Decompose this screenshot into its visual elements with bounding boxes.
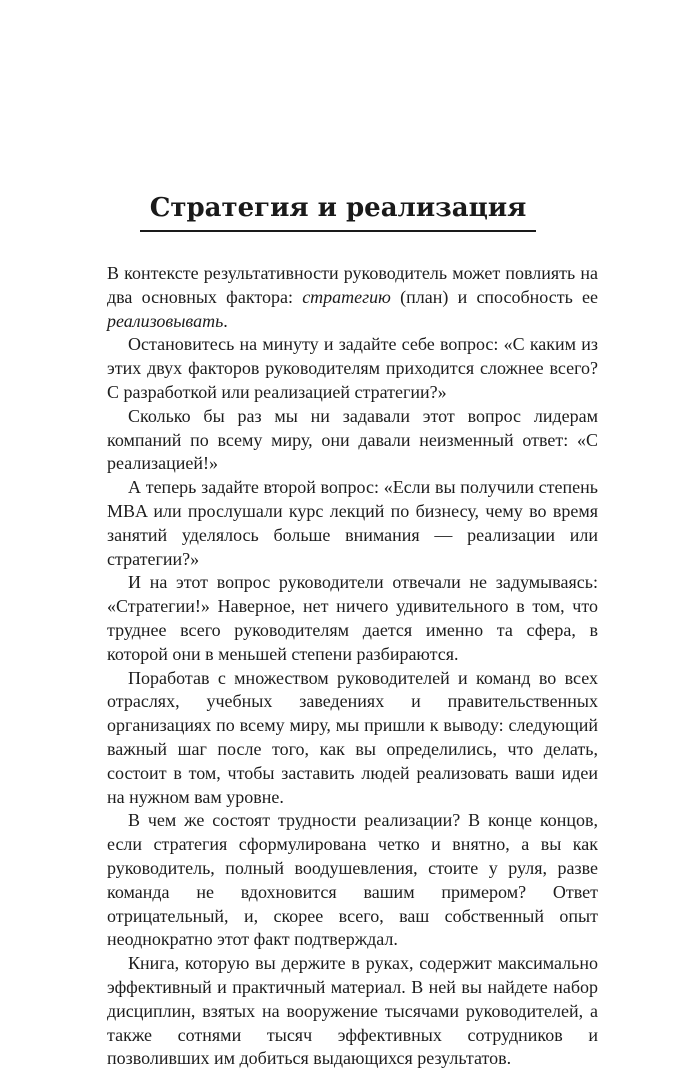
paragraph-3: Сколько бы раз мы ни задавали этот вопрос лидерам компаний по всему миру, они давали неизменный ответ: «С реализацией!» xyxy=(107,405,598,474)
paragraph-1-text-a: В контексте результативности руководитель может повлиять на два основных фактора: xyxy=(107,263,598,307)
chapter-body xyxy=(107,262,598,1071)
paragraph-1 xyxy=(107,262,598,333)
paragraph-2: Остановитесь на минуту и задайте себе вопрос: «С каким из этих двух факторов руководителям приходится сложнее всего? С разработкой или реализацией стратегии?» xyxy=(107,334,598,402)
paragraph-8: Книга, которую вы держите в руках, содержит максимально эффективный и практичный материал. В ней вы найдете набор дисциплин, взятых на вооружение тысячами руководителей, а также сотнями тысяч эффективных сотрудников и позволивших им добиться выдающихся результатов. xyxy=(107,953,598,1069)
chapter-title: Стратегия и реализация xyxy=(149,193,527,223)
paragraph-7: В чем же состоят трудности реализации? В конце концов, если стратегия сформулирована четко и внятно, а вы как руководитель, полный воодушевления, стоите у руля, разве команда не вдохновится вашим примером? Ответ отрицательный, и, скорее всего, ваш собственный опыт неоднократно этот факт подтверждал. xyxy=(107,810,598,950)
paragraph-1-emphasis-implement: реализовывать xyxy=(107,310,224,331)
paragraph-4: А теперь задайте второй вопрос: «Если вы получили степень MBA или прослушали курс лекций по бизнесу, чему во время занятий уделялось больше внимания — реализации или стратегии?» xyxy=(107,477,598,569)
paragraph-5: И на этот вопрос руководители отвечали не задумываясь: «Стратегии!» Наверное, нет ничего удивительного в том, что труднее всего руководителям дается именно та сфера, в которой они в меньшей степени разбираются. xyxy=(107,572,598,664)
paragraph-1-text-c: . xyxy=(223,310,228,331)
paragraph-1-emphasis-strategy: стратегию xyxy=(302,286,391,307)
paragraph-6: Поработав с множеством руководителей и команд во всех отраслях, учебных заведениях и правительственных организациях по всему миру, мы пришли к выводу: следующий важный шаг после того, как вы определились, что делать, состоит в том, чтобы заставить людей реализовать ваши идеи на нужном вам уровне. xyxy=(107,667,598,807)
title-underline xyxy=(140,230,536,232)
paragraph-1-text-b: (план) и способность ее xyxy=(390,286,599,307)
